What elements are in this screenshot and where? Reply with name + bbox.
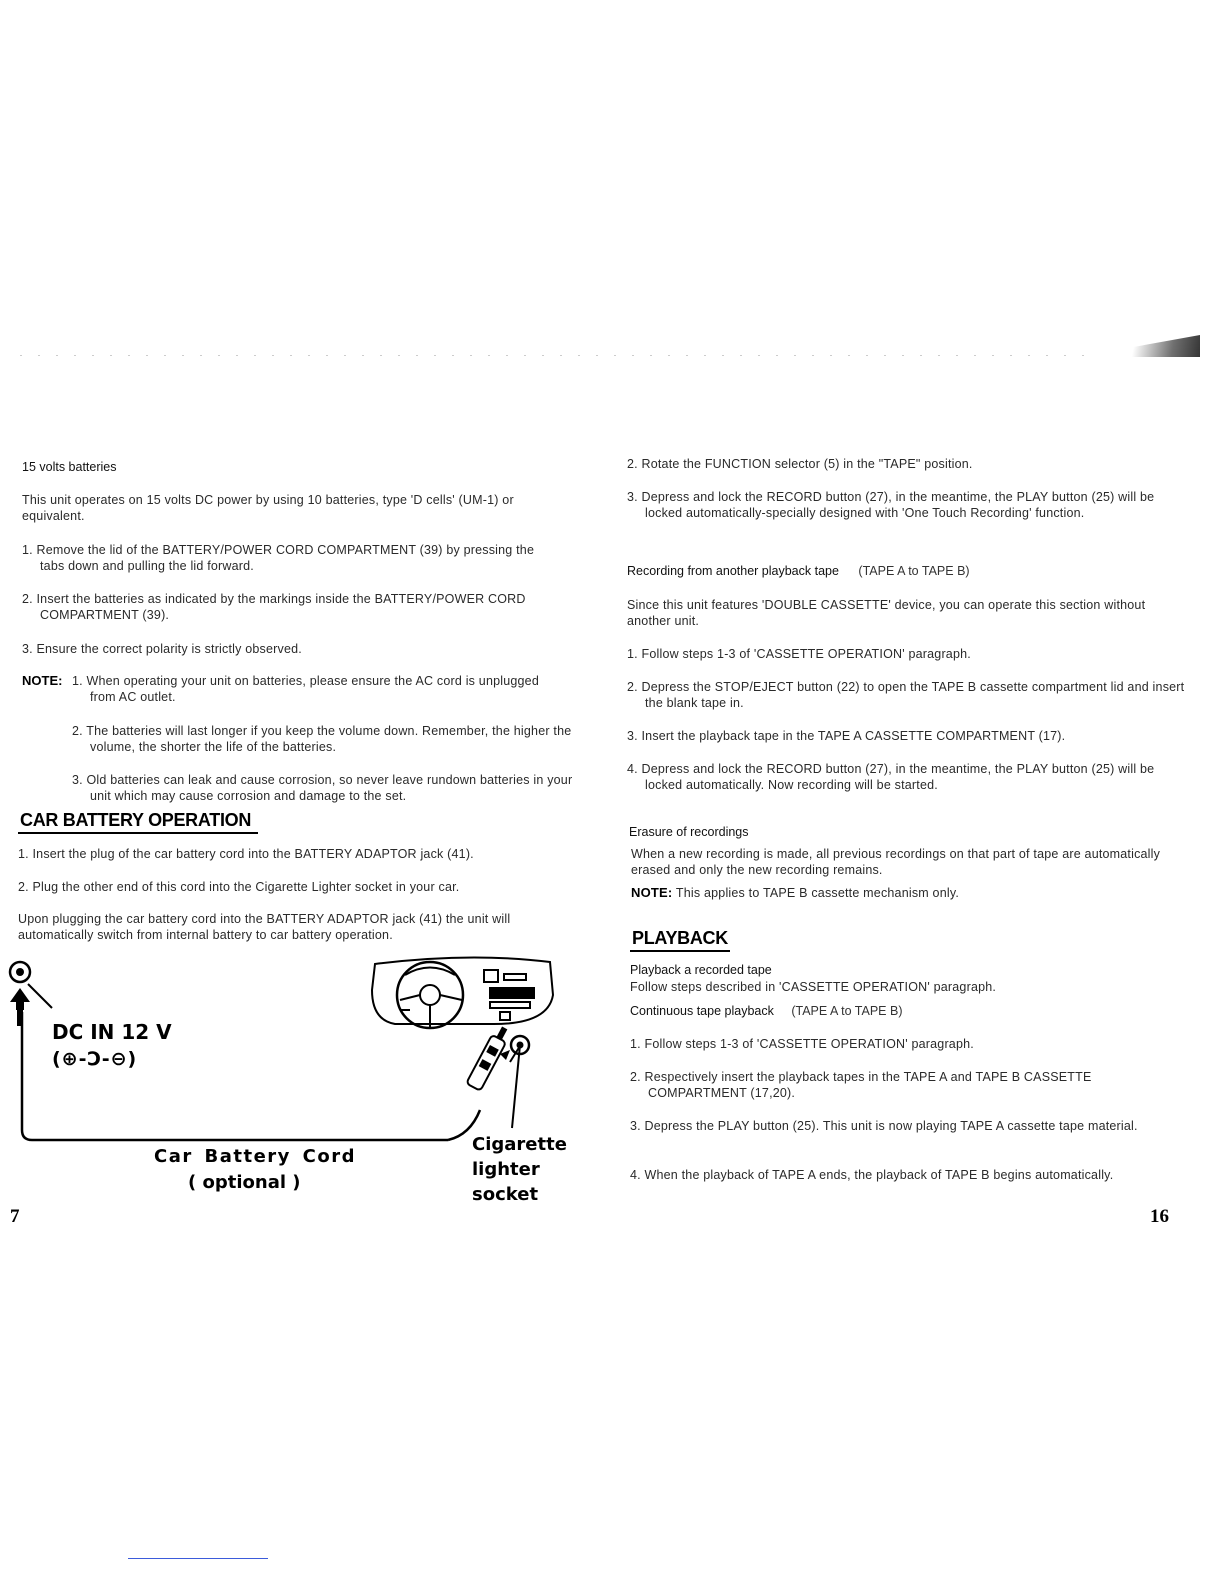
continuous-title (630, 1004, 903, 1018)
jack-icon (10, 962, 30, 982)
car-paragraph: Upon plugging the car battery cord into the BATTERY ADAPTOR jack (41) the unit will automatically switch from internal battery to car battery operation. (18, 912, 511, 942)
playback-text: Follow steps described in 'CASSETTE OPERATION' paragraph. (630, 980, 997, 994)
batteries-title: 15 volts batteries (22, 460, 117, 474)
dc-in-label: DC IN 12 V (52, 1020, 172, 1044)
rec-step-2: 2. Depress the STOP/EJECT button (22) to open the TAPE B cassette compartment lid and insert the blank tape in. (627, 680, 1185, 710)
playback-heading: PLAYBACK (632, 928, 728, 948)
right-step-2: 2. Rotate the FUNCTION selector (5) in the "TAPE" position. (627, 457, 973, 471)
continuous-title-text: Continuous tape playback (630, 1004, 774, 1018)
recording-title (627, 564, 970, 578)
socket-label (472, 1132, 567, 1207)
arrow-up-icon (10, 988, 30, 1010)
erasure-note-text: This applies to TAPE B cassette mechanism only. (675, 886, 960, 900)
car-step-1: 1. Insert the plug of the car battery cord into the BATTERY ADAPTOR jack (41). (18, 847, 474, 861)
socket-label-line-2: lighter (472, 1159, 540, 1180)
erasure-title: Erasure of recordings (629, 825, 749, 839)
playback-heading-underline (630, 950, 730, 952)
cord-label: Car Battery Cord (154, 1146, 356, 1167)
erasure-note (631, 885, 1171, 901)
erasure-note-label: NOTE: (631, 885, 673, 900)
battery-step-2: 2. Insert the batteries as indicated by the markings inside the BATTERY/POWER CORD COMPARTMENT (39). (22, 592, 526, 622)
playback-title: Playback a recorded tape (630, 963, 772, 977)
note-1: 1. When operating your unit on batteries, please ensure the AC cord is unplugged from AC outlet. (72, 674, 539, 704)
note-label: NOTE: (22, 673, 63, 688)
note-2: 2. The batteries will last longer if you keep the volume down. Remember, the higher the volume, the shorter the life of the batteries. (72, 724, 572, 754)
rec-step-3: 3. Insert the playback tape in the TAPE A CASSETTE COMPARTMENT (17). (627, 729, 1066, 743)
battery-step-1: 1. Remove the lid of the BATTERY/POWER CORD COMPARTMENT (39) by pressing the tabs down and pulling the lid forward. (22, 543, 535, 573)
car-heading-underline (18, 832, 258, 834)
batteries-intro: This unit operates on 15 volts DC power by using 10 batteries, type 'D cells' (UM-1) or equivalent. (22, 493, 514, 523)
page-number-left: 7 (10, 1206, 20, 1227)
recording-intro: Since this unit features 'DOUBLE CASSETTE' device, you can operate this section without another unit. (627, 598, 1146, 628)
battery-step-3: 3. Ensure the correct polarity is strictly observed. (22, 642, 302, 656)
cont-step-3: 3. Depress the PLAY button (25). This unit is now playing TAPE A cassette tape material. (630, 1119, 1138, 1133)
recording-title-text: Recording from another playback tape (627, 564, 839, 578)
scan-mark (1090, 335, 1200, 357)
page-number-right: 16 (1150, 1206, 1169, 1227)
car-dashboard-illustration (372, 957, 553, 1028)
erasure-text-body: When a new recording is made, all previous recordings on that part of tape are automatically erased and only the new recording remains. (631, 847, 1161, 877)
note-3: 3. Old batteries can leak and cause corrosion, so never leave rundown batteries in your unit which may cause corrosion and damage to the set. (72, 773, 573, 803)
rec-step-1: 1. Follow steps 1-3 of 'CASSETTE OPERATION' paragraph. (627, 647, 971, 661)
socket-label-line-3: socket (472, 1184, 539, 1205)
right-step-3: 3. Depress and lock the RECORD button (27), in the meantime, the PLAY button (25) will be locked automatically-specially designed with 'One Touch Recording' function. (627, 490, 1155, 520)
polarity-symbol: (⊕-Ͻ-⊖) (52, 1048, 138, 1070)
car-step-2: 2. Plug the other end of this cord into the Cigarette Lighter socket in your car. (18, 880, 460, 894)
socket-label-line-1: Cigarette (472, 1134, 567, 1155)
erasure-text (631, 846, 1171, 878)
recording-title-paren: (TAPE A to TAPE B) (858, 564, 970, 578)
car-battery-heading: CAR BATTERY OPERATION (20, 810, 252, 830)
continuous-title-paren: (TAPE A to TAPE B) (791, 1004, 903, 1018)
cont-step-1: 1. Follow steps 1-3 of 'CASSETTE OPERATION' paragraph. (630, 1037, 974, 1051)
cont-step-4: 4. When the playback of TAPE A ends, the playback of TAPE B begins automatically. (630, 1168, 1114, 1182)
bottom-line (128, 1558, 268, 1559)
rec-step-4: 4. Depress and lock the RECORD button (27), in the meantime, the PLAY button (25) will be locked automatically. Now recording will be started. (627, 762, 1155, 792)
cont-step-2: 2. Respectively insert the playback tapes in the TAPE A and TAPE B CASSETTE COMPARTMENT (17,20). (630, 1070, 1092, 1100)
cord-optional-label: ( optional ) (188, 1172, 301, 1193)
